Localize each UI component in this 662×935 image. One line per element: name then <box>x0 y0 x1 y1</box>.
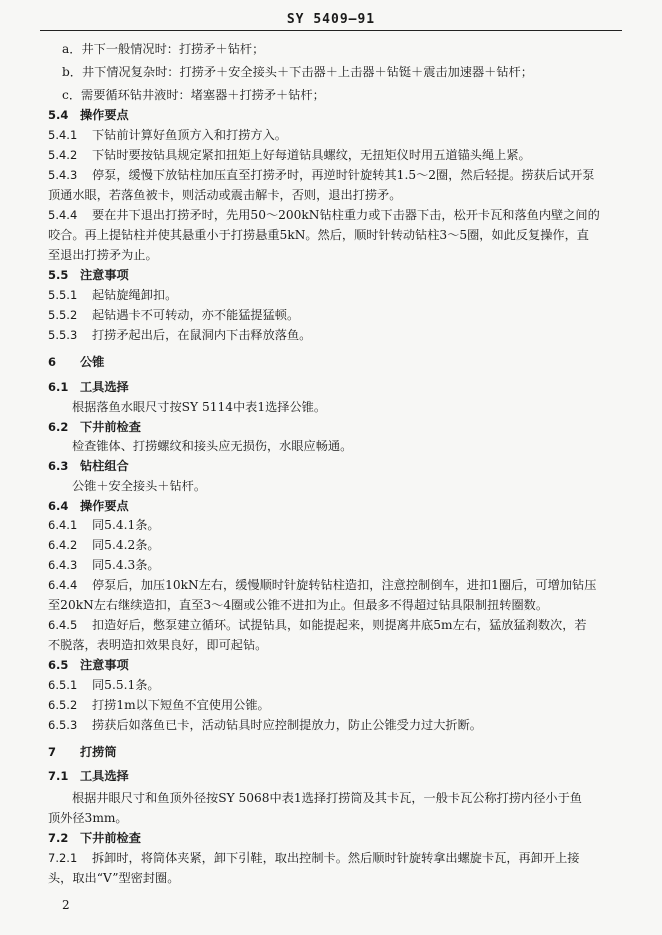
clause-line: 6.5.3 捞获后如落鱼已卡，活动钻具时应控制提放力，防止公锥受力过大折断。 <box>48 718 482 732</box>
chapter-heading: 6 公锥 <box>48 355 105 369</box>
clause-line: 6.4.5 扣造好后，憋泵建立循环。试提钻具，如能提起来，则提离井底5m左右，猛放猛刹数次，若 <box>48 618 587 632</box>
section-heading: 6.2 下井前检查 <box>48 420 141 434</box>
text-line: 不脱落，表明造扣效果良好，即可起钻。 <box>48 638 268 652</box>
page-number: 2 <box>62 898 70 912</box>
clause-line: 6.5.1 同5.5.1条。 <box>48 678 160 692</box>
text-line: 顶外径3mm。 <box>48 811 128 825</box>
clause-line: 5.4.3 停泵，缓慢下放钻柱加压直至打捞矛时，再逆时针旋转其1.5～2圈，然后轻提。捞获后试开泵 <box>48 168 595 182</box>
text-line: 头，取出“V”型密封圈。 <box>48 871 180 885</box>
clause-line: 6.4.3 同5.4.3条。 <box>48 558 160 572</box>
clause-line: 5.4.1 下钻前计算好鱼顶方入和打捞方入。 <box>48 128 287 142</box>
text-line: 至退出打捞矛为止。 <box>48 248 158 262</box>
text-line: 检查锥体、打捞螺纹和接头应无损伤，水眼应畅通。 <box>72 439 353 453</box>
header-rule <box>40 30 622 31</box>
text-line: 根据落鱼水眼尺寸按SY 5114中表1选择公锥。 <box>72 400 327 414</box>
clause-line: 5.4.4 要在井下退出打捞矛时，先用50～200kN钻柱重力或下击器下击，松开卡瓦和落鱼内壁之间的 <box>48 208 600 222</box>
clause-line: 5.5.1 起钻旋绳卸扣。 <box>48 288 178 302</box>
text-line: a．井下一般情况时：打捞矛＋钻杆； <box>62 42 265 56</box>
section-heading: 6.3 钻柱组合 <box>48 459 129 473</box>
clause-line: 5.5.2 起钻遇卡不可转动，亦不能猛提猛顿。 <box>48 308 300 322</box>
clause-line: 5.5.3 打捞矛起出后，在鼠洞内下击释放落鱼。 <box>48 328 312 342</box>
text-line: c．需要循环钻井液时：堵塞器＋打捞矛＋钻杆； <box>62 88 325 102</box>
text-line: 至20kN左右继续造扣，直至3～4圈或公锥不进扣为止。但最多不得超过钻具限制扭转圈数。 <box>48 598 549 612</box>
section-heading: 6.4 操作要点 <box>48 499 129 513</box>
chapter-heading: 7 打捞筒 <box>48 745 117 759</box>
clause-line: 5.4.2 下钻时要按钻具规定紧扣扭矩上好每道钻具螺纹，无扭矩仪时用五道锚头绳上紧。 <box>48 148 531 162</box>
section-heading: 7.1 工具选择 <box>48 769 129 783</box>
text-line: 咬合。再上提钻柱并使其悬重小于打捞悬重5kN。然后，顺时针转动钻柱3～5圈，如此反复操作，直 <box>48 228 589 242</box>
document-header: SY 5409—91 <box>286 12 376 27</box>
text-line: 根据井眼尺寸和鱼顶外径按SY 5068中表1选择打捞筒及其卡瓦，一般卡瓦公称打捞内径小于鱼 <box>72 791 582 805</box>
section-heading: 6.5 注意事项 <box>48 658 129 672</box>
clause-line: 7.2.1 拆卸时，将筒体夹紧，卸下引鞋，取出控制卡。然后顺时针旋转拿出螺旋卡瓦，再卸开上接 <box>48 851 580 865</box>
clause-line: 6.5.2 打捞1m以下短鱼不宜使用公锥。 <box>48 698 270 712</box>
clause-line: 6.4.1 同5.4.1条。 <box>48 518 160 532</box>
text-line: 顶通水眼，若落鱼被卡，则活动或震击解卡，否则，退出打捞矛。 <box>48 188 402 202</box>
clause-line: 6.4.2 同5.4.2条。 <box>48 538 160 552</box>
text-line: b．井下情况复杂时：打捞矛＋安全接头＋下击器＋上击器＋钻铤＋震击加速器＋钻杆； <box>62 65 533 79</box>
section-heading: 5.4 操作要点 <box>48 108 129 122</box>
clause-line: 6.4.4 停泵后，加压10kN左右，缓慢顺时针旋转钻柱造扣，注意控制倒车，进扣1圈后，可增加钻压 <box>48 578 597 592</box>
text-line: 公锥＋安全接头＋钻杆。 <box>72 479 207 493</box>
section-heading: 6.1 工具选择 <box>48 380 129 394</box>
section-heading: 7.2 下井前检查 <box>48 831 141 845</box>
section-heading: 5.5 注意事项 <box>48 268 129 282</box>
